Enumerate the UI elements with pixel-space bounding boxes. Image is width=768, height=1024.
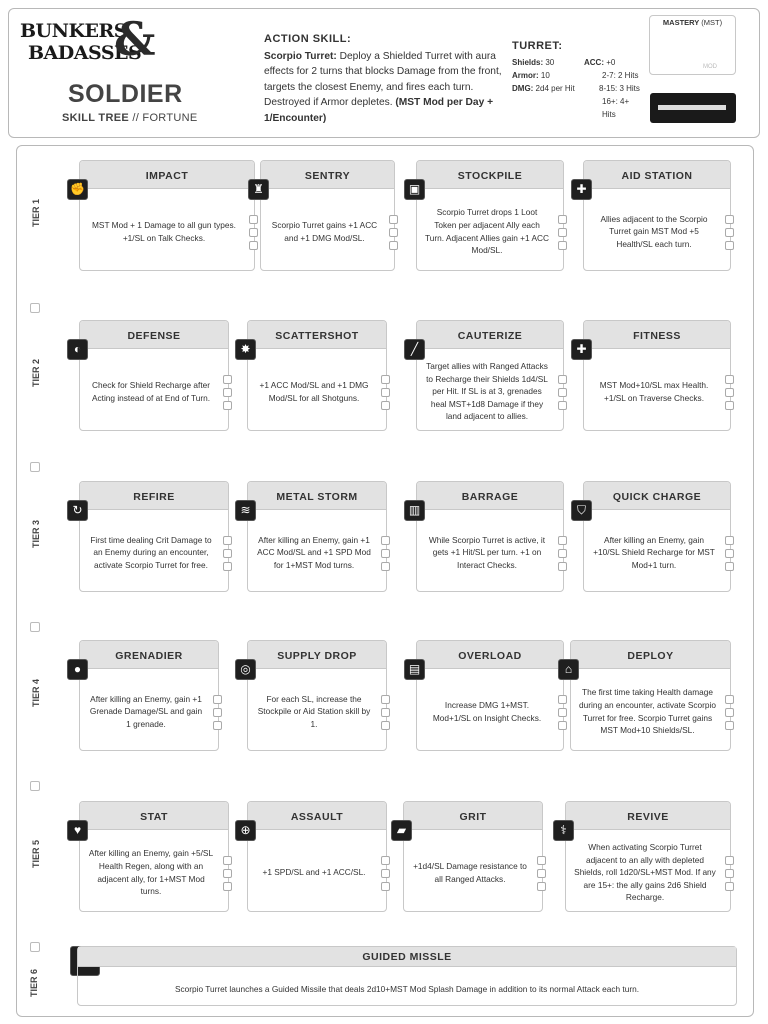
skill-level-boxes[interactable] xyxy=(725,375,734,414)
skill-level-box[interactable] xyxy=(249,241,258,250)
skill-level-boxes[interactable] xyxy=(558,215,567,254)
skill-name: REFIRE xyxy=(133,491,175,503)
turret-hits-1: 2-7: 2 Hits xyxy=(602,71,639,80)
skill-level-box[interactable] xyxy=(725,241,734,250)
skill-card-refire[interactable] xyxy=(79,481,229,592)
turret-hits-2: 8-15: 3 Hits xyxy=(599,84,640,93)
turret-heading: TURRET: xyxy=(512,40,563,52)
skill-level-box[interactable] xyxy=(725,388,734,397)
skill-card-aid-station[interactable] xyxy=(583,160,731,271)
skill-level-box[interactable] xyxy=(537,882,546,891)
skill-name: BARRAGE xyxy=(461,491,519,503)
turret-armor xyxy=(512,69,582,82)
skill-name: DEFENSE xyxy=(127,330,181,342)
skill-level-boxes[interactable] xyxy=(223,375,232,414)
action-skill-uses: (MST Mod per Day + 1/Encounter) xyxy=(264,97,494,124)
skill-level-box[interactable] xyxy=(558,388,567,397)
action-skill-body xyxy=(264,49,502,127)
skill-level-box[interactable] xyxy=(381,882,390,891)
skill-description: After killing an Enemy, gain +1 Grenade Damage/SL and gain 1 grenade. xyxy=(89,693,203,729)
skill-description: Scorpio Turret gains +1 ACC and +1 DMG Mod/SL. xyxy=(271,219,378,243)
tier-2-label: TIER 2 xyxy=(31,358,41,387)
magazine-icon: ▤ xyxy=(404,659,425,680)
shields-label: Shields: xyxy=(512,58,544,67)
skill-name: OVERLOAD xyxy=(458,650,522,662)
class-name: SOLDIER xyxy=(68,80,183,108)
skill-description: Target allies with Ranged Attacks to Recharge their Shields 1d4/SL per Hit. If SL is at 3, grenades heal MST+1d8 Damage if they land adjacent to allies. xyxy=(426,361,548,422)
barrage-icon: ▥ xyxy=(404,500,425,521)
burst-icon: ✸ xyxy=(235,339,256,360)
mastery-abbr: (MST) xyxy=(701,18,723,27)
skill-card-sentry[interactable] xyxy=(260,160,395,271)
skill-card-quick-charge[interactable] xyxy=(583,481,731,592)
skill-description: +1 ACC Mod/SL and +1 DMG Mod/SL for all Shotguns. xyxy=(259,379,369,403)
skill-level-boxes[interactable] xyxy=(537,856,546,895)
tier-3-label: TIER 3 xyxy=(31,519,41,548)
aid-icon: ✚ xyxy=(571,179,592,200)
skill-level-box[interactable] xyxy=(558,401,567,410)
subtitle-tree-name: FORTUNE xyxy=(142,112,198,124)
skill-level-box[interactable] xyxy=(558,562,567,571)
armor-label: Armor: xyxy=(512,71,539,80)
skill-description: Scorpio Turret drops 1 Loot Token per adjacent Ally each Turn. Adjacent Allies gain +1 ACC Mod/SL. xyxy=(425,207,549,256)
skill-level-boxes[interactable] xyxy=(389,215,398,254)
skill-level-box[interactable] xyxy=(725,228,734,237)
skill-card-cauterize[interactable] xyxy=(416,320,564,431)
skill-level-boxes[interactable] xyxy=(558,536,567,575)
skill-level-boxes[interactable] xyxy=(725,536,734,575)
skill-level-box[interactable] xyxy=(558,215,567,224)
skill-level-box[interactable] xyxy=(381,869,390,878)
skill-level-box[interactable] xyxy=(381,549,390,558)
turret-stats-col1 xyxy=(512,56,582,95)
skill-name: STOCKPILE xyxy=(457,170,523,182)
skill-level-box[interactable] xyxy=(389,215,398,224)
heartbeat-icon: ♥ xyxy=(67,820,88,841)
tier-lock-icon xyxy=(30,462,40,472)
skill-level-box[interactable] xyxy=(213,695,222,704)
game-logo xyxy=(14,14,159,64)
skill-level-boxes[interactable] xyxy=(249,215,258,254)
skill-name: SCATTERSHOT xyxy=(275,330,359,342)
skill-level-box[interactable] xyxy=(381,375,390,384)
skill-description: Check for Shield Recharge after Acting instead of at End of Turn. xyxy=(91,379,211,403)
skill-level-box[interactable] xyxy=(558,721,567,730)
dmg-value: 2d4 per Hit xyxy=(533,84,575,93)
skill-level-box[interactable] xyxy=(381,388,390,397)
skill-description: When activating Scorpio Turret adjacent to an ally with depleted Shields, roll 1d20/SL+MST Mod. If any are 15+: the ally gains 2d6 Shield Recharge. xyxy=(574,842,716,903)
skill-level-box[interactable] xyxy=(537,856,546,865)
skill-card-overload[interactable] xyxy=(416,640,564,751)
skill-name: IMPACT xyxy=(145,170,189,182)
skill-description: +1 SPD/SL and +1 ACC/SL. xyxy=(262,867,366,878)
skill-level-box[interactable] xyxy=(725,721,734,730)
fist-icon: ✊ xyxy=(67,179,88,200)
turret-stats xyxy=(512,40,640,119)
logo-line-2: BADASSES xyxy=(28,42,142,64)
skill-level-box[interactable] xyxy=(725,695,734,704)
armor-value: 10 xyxy=(538,71,550,80)
skill-level-box[interactable] xyxy=(725,856,734,865)
turret-dmg xyxy=(512,82,582,95)
crate-icon: ▣ xyxy=(404,179,425,200)
skill-level-box[interactable] xyxy=(725,215,734,224)
shield-icon: ⛉ xyxy=(571,500,592,521)
tier-lock-icon xyxy=(30,303,40,313)
skill-level-boxes[interactable] xyxy=(223,536,232,575)
skill-level-box[interactable] xyxy=(223,536,232,545)
skill-card-assault[interactable] xyxy=(247,801,387,912)
skill-level-box[interactable] xyxy=(381,708,390,717)
skill-card-grenadier[interactable] xyxy=(79,640,219,751)
skill-level-box[interactable] xyxy=(389,241,398,250)
skill-level-boxes[interactable] xyxy=(381,536,390,575)
skill-name: ASSAULT xyxy=(290,811,344,823)
skill-card-defense[interactable] xyxy=(79,320,229,431)
skill-level-box[interactable] xyxy=(558,375,567,384)
skill-description: For each SL, increase the Stockpile or Aid Station skill by 1. xyxy=(257,693,371,729)
skill-level-boxes[interactable] xyxy=(381,856,390,895)
skill-name: GUIDED MISSLE xyxy=(362,951,452,963)
skill-name: SENTRY xyxy=(304,170,351,182)
tier-lock-icon xyxy=(30,781,40,791)
skill-name: METAL STORM xyxy=(276,491,358,503)
skill-level-box[interactable] xyxy=(223,882,232,891)
skill-level-box[interactable] xyxy=(725,401,734,410)
skill-description: +1d4/SL Damage resistance to all Ranged Attacks. xyxy=(413,860,527,884)
skill-description: MST Mod+10/SL max Health. +1/SL on Traverse Checks. xyxy=(599,379,709,403)
mastery-box[interactable] xyxy=(649,15,736,75)
skill-level-box[interactable] xyxy=(725,536,734,545)
skill-description: After killing an Enemy, gain +5/SL Health Regen, along with an adjacent ally, for 1+MST Mod turns. xyxy=(88,848,214,897)
skill-level-box[interactable] xyxy=(381,401,390,410)
skill-level-boxes[interactable] xyxy=(725,856,734,895)
skill-card-metal-storm[interactable] xyxy=(247,481,387,592)
shields-value: 30 xyxy=(543,58,555,67)
action-skill-text: Deploy a Shielded Turret with aura effects for 2 turns that blocks Damage from the front, targets the closest Enemy, and fires each turn. Destroyed if Armor depletes. xyxy=(264,50,502,109)
skill-card-guided-missle[interactable] xyxy=(77,946,737,1006)
skill-level-box[interactable] xyxy=(249,215,258,224)
skill-name: GRIT xyxy=(459,811,487,823)
skill-level-box[interactable] xyxy=(725,869,734,878)
tier-6-label: TIER 6 xyxy=(29,968,39,997)
skill-level-box[interactable] xyxy=(389,228,398,237)
skill-level-box[interactable] xyxy=(223,856,232,865)
storm-icon: ≋ xyxy=(235,500,256,521)
skill-level-box[interactable] xyxy=(223,562,232,571)
skill-card-grit[interactable] xyxy=(403,801,543,912)
tier-4-label: TIER 4 xyxy=(31,678,41,707)
skill-level-box[interactable] xyxy=(537,869,546,878)
bandage-icon: ▰ xyxy=(391,820,412,841)
skill-card-barrage[interactable] xyxy=(416,481,564,592)
shield-recharge-icon: ◐ xyxy=(67,339,88,360)
skill-level-box[interactable] xyxy=(558,536,567,545)
skill-name: CAUTERIZE xyxy=(457,330,523,342)
logo-line-1: BUNKERS xyxy=(20,20,128,42)
skill-name: SUPPLY DROP xyxy=(277,650,357,662)
skill-card-impact[interactable] xyxy=(79,160,255,271)
skill-level-box[interactable] xyxy=(725,375,734,384)
skill-level-boxes[interactable] xyxy=(381,695,390,734)
skill-level-box[interactable] xyxy=(381,721,390,730)
mastery-label: MASTERY xyxy=(662,18,700,27)
skill-card-stockpile[interactable] xyxy=(416,160,564,271)
skill-level-box[interactable] xyxy=(381,562,390,571)
skill-name: DEPLOY xyxy=(627,650,674,662)
skill-level-box[interactable] xyxy=(223,388,232,397)
skill-level-box[interactable] xyxy=(725,549,734,558)
skill-card-stat[interactable] xyxy=(79,801,229,912)
skill-card-deploy[interactable] xyxy=(570,640,731,751)
subtitle-skill-tree: SKILL TREE xyxy=(62,112,129,124)
deploy-icon: ⌂ xyxy=(558,659,579,680)
skill-level-boxes[interactable] xyxy=(223,856,232,895)
skill-level-box[interactable] xyxy=(558,549,567,558)
skill-level-boxes[interactable] xyxy=(213,695,222,734)
skill-level-box[interactable] xyxy=(223,869,232,878)
dmg-label: DMG: xyxy=(512,84,534,93)
crosshair-icon: ⊕ xyxy=(235,820,256,841)
turret-icon: ♜ xyxy=(248,179,269,200)
tier-5-label: TIER 5 xyxy=(31,839,41,868)
skill-level-boxes[interactable] xyxy=(558,375,567,414)
logo-ampersand: & xyxy=(114,12,156,66)
acc-label: ACC: xyxy=(584,58,604,67)
caduceus-icon: ⚕ xyxy=(553,820,574,841)
skill-description: After killing an Enemy, gain +1 ACC Mod/SL and +1 SPD Mod for 1+MST Mod turns. xyxy=(257,534,371,570)
skill-card-revive[interactable] xyxy=(565,801,731,912)
skill-name: QUICK CHARGE xyxy=(612,491,702,503)
syringe-icon: ╱ xyxy=(404,339,425,360)
skill-description: MST Mod + 1 Damage to all gun types. +1/SL on Talk Checks. xyxy=(92,219,236,243)
turret-gun-icon xyxy=(650,93,736,123)
skill-tree-subtitle xyxy=(62,112,198,124)
skill-level-box[interactable] xyxy=(381,536,390,545)
action-skill-name: Scorpio Turret: xyxy=(264,50,337,62)
skill-level-box[interactable] xyxy=(213,721,222,730)
turret-acc xyxy=(584,56,644,69)
skill-level-box[interactable] xyxy=(381,856,390,865)
skill-name: STAT xyxy=(140,811,168,823)
skill-level-box[interactable] xyxy=(725,882,734,891)
skill-description: First time dealing Crit Damage to an Enemy during an encounter, activate Scorpio Turret for free. xyxy=(90,534,212,570)
subtitle-separator: // xyxy=(128,112,143,124)
skill-description: The first time taking Health damage during an encounter, activate Scorpio Turret for free. Scorpio Turret gains MST Mod+10 Shields/SL. xyxy=(579,687,716,736)
supply-icon: ◎ xyxy=(235,659,256,680)
skill-card-scattershot[interactable] xyxy=(247,320,387,431)
tier-lock-icon xyxy=(30,942,40,952)
grenade-icon: ● xyxy=(67,659,88,680)
mastery-title xyxy=(650,18,735,27)
skill-name: FITNESS xyxy=(633,330,681,342)
skill-level-box[interactable] xyxy=(558,241,567,250)
turret-shields xyxy=(512,56,582,69)
skill-description: Scorpio Turret launches a Guided Missile that deals 2d10+MST Mod Splash Damage in addition to its normal Attack each turn. xyxy=(174,984,640,994)
skill-level-box[interactable] xyxy=(558,708,567,717)
skill-card-fitness[interactable] xyxy=(583,320,731,431)
turret-stats-col2 xyxy=(584,56,644,121)
tier-lock-icon xyxy=(30,622,40,632)
acc-value: +0 xyxy=(604,58,616,67)
skill-level-box[interactable] xyxy=(558,695,567,704)
skill-level-boxes[interactable] xyxy=(725,215,734,254)
skill-level-box[interactable] xyxy=(223,549,232,558)
turret-hits-3: 16+: 4+ Hits xyxy=(602,97,630,119)
mastery-mod-label: MOD xyxy=(703,64,717,70)
skill-level-box[interactable] xyxy=(213,708,222,717)
skill-description: After killing an Enemy, gain +10/SL Shield Recharge for MST Mod+1 turn. xyxy=(593,534,715,570)
tier-1-label: TIER 1 xyxy=(31,198,41,227)
skill-level-box[interactable] xyxy=(223,375,232,384)
skill-level-box[interactable] xyxy=(223,401,232,410)
skill-level-box[interactable] xyxy=(725,708,734,717)
skill-description: While Scorpio Turret is active, it gets +1 Hit/SL per turn. +1 on Interact Checks. xyxy=(428,534,546,570)
skill-description: Allies adjacent to the Scorpio Turret gain MST Mod +5 Health/SL each turn. xyxy=(600,213,708,249)
skill-level-box[interactable] xyxy=(558,228,567,237)
skill-level-boxes[interactable] xyxy=(725,695,734,734)
health-cross-icon: ✚ xyxy=(571,339,592,360)
skill-card-supply-drop[interactable] xyxy=(247,640,387,751)
refire-icon: ↻ xyxy=(67,500,88,521)
skill-level-box[interactable] xyxy=(249,228,258,237)
skill-level-box[interactable] xyxy=(381,695,390,704)
action-skill-heading: ACTION SKILL: xyxy=(264,33,352,45)
skill-name: GRENADIER xyxy=(115,650,183,662)
skill-name: REVIVE xyxy=(627,811,669,823)
skill-level-boxes[interactable] xyxy=(381,375,390,414)
action-skill-panel xyxy=(264,32,502,127)
skill-level-boxes[interactable] xyxy=(558,695,567,734)
skill-level-box[interactable] xyxy=(725,562,734,571)
skill-name: AID STATION xyxy=(621,170,693,182)
skill-description: Increase DMG 1+MST. Mod+1/SL on Insight Checks. xyxy=(432,699,542,723)
